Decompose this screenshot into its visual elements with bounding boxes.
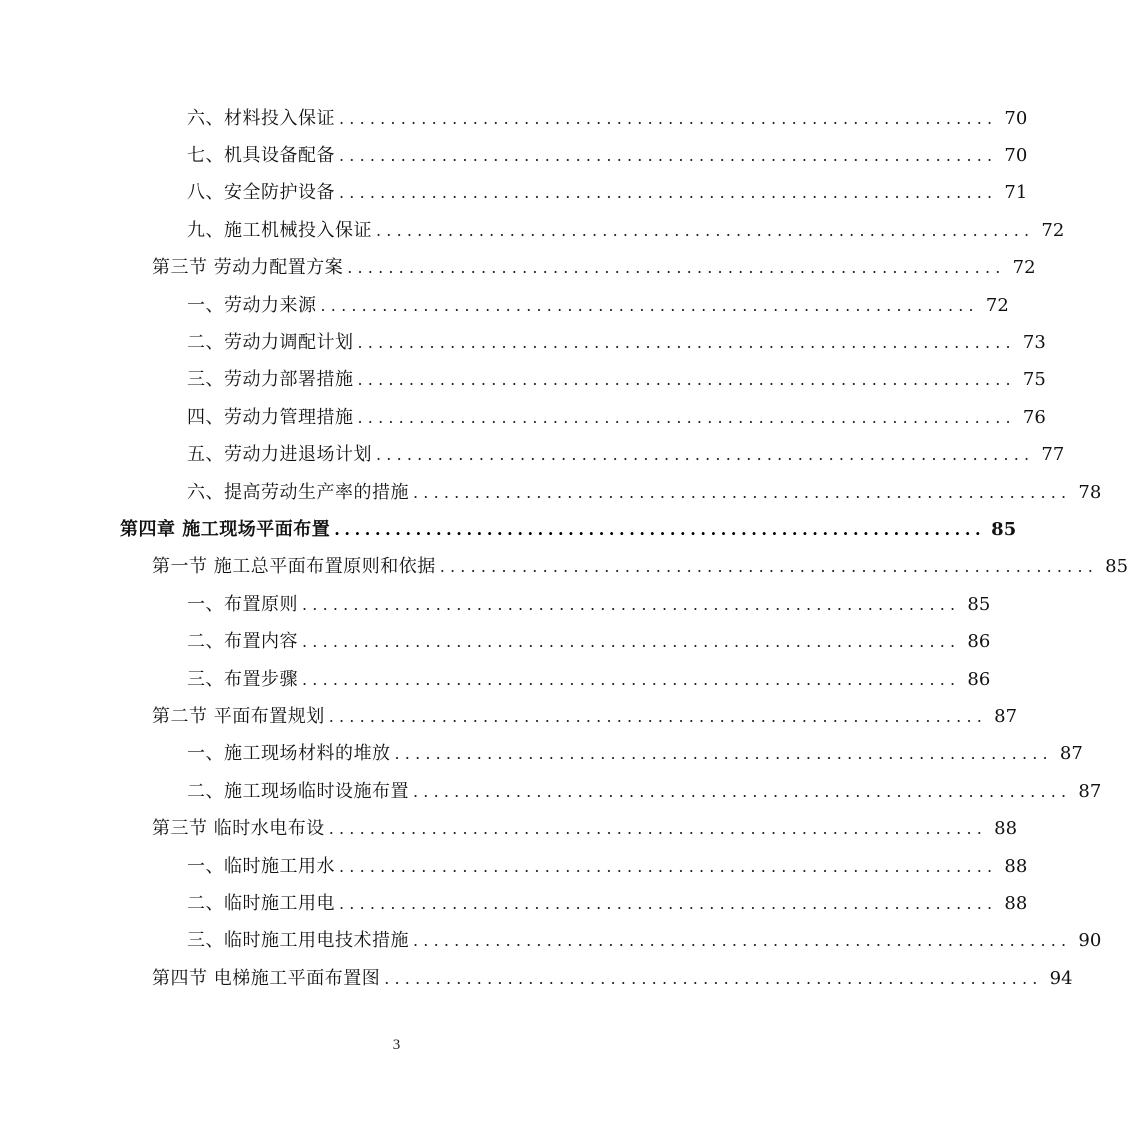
toc-entry-page: 73 (1022, 332, 1046, 354)
toc-entry-label: 第一节 施工总平面布置原则和依据 (152, 556, 436, 578)
toc-entry-page: 85 (991, 518, 1017, 540)
toc-entry-label: 二、劳动力调配计划 (187, 332, 354, 354)
toc-entry-page: 88 (994, 818, 1018, 840)
dot-leader: ................................................................ (347, 258, 1006, 278)
toc-entry-label: 九、施工机械投入保证 (187, 219, 372, 241)
dot-leader: ................................................................ (413, 781, 1072, 801)
dot-leader: ................................................................ (328, 819, 988, 839)
dot-leader: ................................................................ (357, 370, 1016, 390)
toc-entry-page: 86 (967, 631, 991, 653)
dot-leader: ................................................................ (384, 968, 1043, 988)
dot-leader: ................................................................ (334, 519, 986, 539)
dot-leader: ................................................................ (339, 108, 998, 128)
toc-entry-label: 第二节 平面布置规划 (152, 705, 325, 727)
toc-entry[interactable] (0, 100, 1028, 137)
toc-entry-page: 72 (1041, 219, 1065, 241)
dot-leader: ................................................................ (320, 295, 979, 315)
toc-section-entry[interactable] (0, 250, 1036, 287)
dot-leader: ................................................................ (439, 557, 1099, 577)
toc-entry-label: 六、提高劳动生产率的措施 (187, 481, 409, 503)
toc-entry[interactable] (0, 437, 1065, 474)
dot-leader: ................................................................ (376, 220, 1035, 240)
toc-entry-page: 71 (1004, 182, 1028, 204)
toc-entry-label: 三、劳动力部署措施 (187, 369, 354, 391)
toc-entry[interactable] (0, 661, 991, 698)
dot-leader: ................................................................ (339, 183, 998, 203)
toc-entry-label: 一、临时施工用水 (187, 855, 335, 877)
toc-entry-page: 87 (1078, 780, 1102, 802)
toc-entry[interactable] (0, 175, 1028, 212)
toc-entry-label: 第三节 劳动力配置方案 (152, 257, 344, 279)
toc-section-entry[interactable] (0, 698, 1018, 735)
toc-entry-page: 77 (1041, 444, 1065, 466)
dot-leader: ................................................................ (328, 706, 988, 726)
dot-leader: ................................................................ (413, 931, 1072, 951)
toc-entry-page: 94 (1049, 967, 1073, 989)
toc-entry[interactable] (0, 586, 991, 623)
toc-entry-page: 70 (1004, 107, 1028, 129)
toc-entry-page: 85 (1105, 556, 1128, 578)
toc-entry[interactable] (0, 736, 1083, 773)
toc-entry-page: 90 (1078, 930, 1102, 952)
toc-entry[interactable] (0, 137, 1028, 174)
toc-entry-page: 76 (1022, 406, 1046, 428)
toc-entry-label: 第三节 临时水电布设 (152, 818, 325, 840)
toc-entry-label: 二、布置内容 (187, 631, 298, 653)
toc-entry-label: 六、材料投入保证 (187, 107, 335, 129)
table-of-contents (0, 100, 1128, 997)
toc-entry[interactable] (0, 287, 1009, 324)
toc-entry[interactable] (0, 623, 991, 660)
dot-leader: ................................................................ (339, 893, 998, 913)
toc-chapter-entry[interactable] (0, 511, 1017, 548)
toc-entry[interactable] (0, 399, 1046, 436)
toc-entry[interactable] (0, 923, 1102, 960)
toc-entry-label: 第四节 电梯施工平面布置图 (152, 967, 381, 989)
toc-entry[interactable] (0, 362, 1046, 399)
toc-entry[interactable] (0, 848, 1028, 885)
toc-entry-label: 一、布置原则 (187, 593, 298, 615)
toc-entry-page: 87 (994, 705, 1018, 727)
dot-leader: ................................................................ (302, 669, 961, 689)
toc-entry-page: 87 (1059, 743, 1083, 765)
toc-entry[interactable] (0, 324, 1046, 361)
toc-entry[interactable] (0, 212, 1065, 249)
toc-entry-page: 72 (1012, 257, 1036, 279)
toc-entry-page: 85 (967, 593, 991, 615)
toc-entry-label: 三、临时施工用电技术措施 (187, 930, 409, 952)
toc-entry-page: 72 (985, 294, 1009, 316)
toc-entry[interactable] (0, 773, 1102, 810)
toc-entry-label: 四、劳动力管理措施 (187, 406, 354, 428)
toc-entry-label: 三、布置步骤 (187, 668, 298, 690)
toc-entry-label: 八、安全防护设备 (187, 182, 335, 204)
toc-entry-label: 五、劳动力进退场计划 (187, 444, 372, 466)
dot-leader: ................................................................ (376, 445, 1035, 465)
dot-leader: ................................................................ (339, 856, 998, 876)
toc-entry-label: 二、临时施工用电 (187, 892, 335, 914)
dot-leader: ................................................................ (357, 333, 1016, 353)
toc-entry-label: 第四章 施工现场平面布置 (120, 518, 331, 540)
dot-leader: ................................................................ (339, 146, 998, 166)
dot-leader: ................................................................ (302, 632, 961, 652)
toc-entry-label: 二、施工现场临时设施布置 (187, 780, 409, 802)
dot-leader: ................................................................ (413, 482, 1072, 502)
page-number: 3 (392, 1037, 401, 1053)
dot-leader: ................................................................ (302, 594, 961, 614)
dot-leader: ................................................................ (357, 407, 1016, 427)
toc-entry-page: 88 (1004, 892, 1028, 914)
toc-entry-label: 七、机具设备配备 (187, 145, 335, 167)
toc-section-entry[interactable] (0, 960, 1073, 997)
toc-entry-page: 88 (1004, 855, 1028, 877)
toc-entry-label: 一、施工现场材料的堆放 (187, 743, 391, 765)
toc-entry[interactable] (0, 474, 1102, 511)
toc-section-entry[interactable] (0, 549, 1128, 586)
toc-entry-page: 75 (1022, 369, 1046, 391)
dot-leader: ................................................................ (394, 744, 1053, 764)
toc-entry-page: 70 (1004, 145, 1028, 167)
toc-entry-page: 86 (967, 668, 991, 690)
toc-section-entry[interactable] (0, 810, 1018, 847)
toc-entry-label: 一、劳动力来源 (187, 294, 317, 316)
toc-entry-page: 78 (1078, 481, 1102, 503)
toc-entry[interactable] (0, 885, 1028, 922)
